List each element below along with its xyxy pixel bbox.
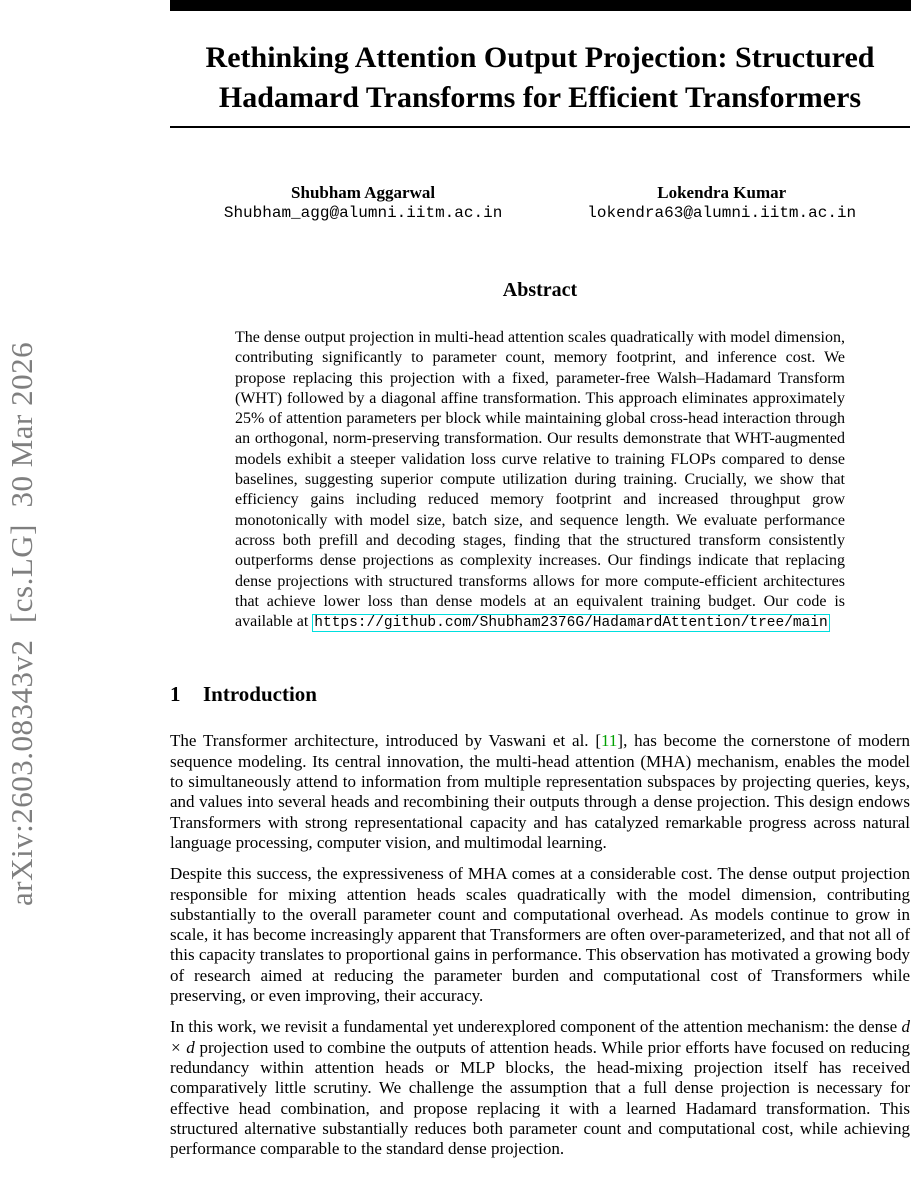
intro-paragraph-3-text-after: projection used to combine the outputs of attention heads. While prior efforts have focused on reducing redundancy within attention heads or MLP blocks, the head-mixing projection itself has received comparatively little scrutiny. We challenge the assumption that a full dense projection is necessary for effective head combination, and propose replacing it with a learned Hadamard transformation. This structured alternative substantially reduces both parameter count and computational cost, while achieving performance comparable to the standard dense projection. bbox=[170, 1037, 910, 1159]
author-2-email: lokendra63@alumni.iitm.ac.in bbox=[587, 204, 857, 222]
abstract-paragraph bbox=[235, 328, 845, 633]
intro-paragraph-2: Despite this success, the expressiveness of MHA comes at a considerable cost. The dense output projection responsible for mixing attention heads scales quadratically with the model dimension, contributing substantially to the overall parameter count and computational overhead. As models continue to grow in scale, it has become increasingly apparent that Transformers are often over-parameterized, and that not all of this capacity translates to proportional gains in performance. This observation has motivated a growing body of research aimed at reducing the parameter burden and computational cost of Transformers while preserving, or even improving, their accuracy. bbox=[170, 864, 910, 1006]
citation-11-link[interactable]: 11 bbox=[601, 731, 618, 751]
arxiv-identifier-stamp: arXiv:2603.08343v2 [cs.LG] 30 Mar 2026 bbox=[4, 341, 39, 906]
authors-block bbox=[170, 182, 910, 224]
inline-math-d-by-d: d × d bbox=[170, 1017, 910, 1057]
author-2 bbox=[587, 182, 856, 224]
section-label: Introduction bbox=[203, 682, 317, 707]
intro-paragraph-1-text-before: The Transformer architecture, introduced by Vaswani et al. [ bbox=[170, 731, 602, 751]
abstract-text: The dense output projection in multi-head attention scales quadratically with model dimension, contributing significantly to parameter count, memory footprint, and inference cost. We propose replacing this projection with a fixed, parameter-free Walsh–Hadamard Transform (WHT) followed by a diagonal affine transformation. This approach eliminates approximately 25% of attention parameters per block while maintaining global cross-head interaction through an orthogonal, norm-preserving transformation. Our results demonstrate that WHT-augmented models exhibit a steeper validation loss curve relative to training FLOPs compared to dense baselines, suggesting superior compute utilization during training. Crucially, we show that efficiency gains including reduced memory footprint and increased throughput grow monotonically with model size, batch size, and sequence length. We evaluate performance across both prefill and decoding stages, finding that the structured transform consistently outperforms dense projections as complexity increases. Our findings indicate that replacing dense projections with structured transforms allows for more compute-efficient architectures that achieve lower loss than dense models at an equivalent training budget. Our code is available at bbox=[235, 329, 845, 631]
intro-paragraph-1 bbox=[170, 731, 910, 853]
intro-paragraph-3-text-before: In this work, we revisit a fundamental yet underexplored component of the attention mechanism: the dense bbox=[170, 1017, 902, 1037]
title-divider-rule bbox=[170, 126, 910, 128]
author-2-name: Lokendra Kumar bbox=[657, 183, 787, 202]
intro-paragraph-3 bbox=[170, 1017, 910, 1159]
intro-paragraph-1-text-after: ], has become the cornerstone of modern sequence modeling. Its central innovation, the multi-head attention (MHA) mechanism, enables the model to simultaneously attend to information from multiple representation subspaces by projecting queries, keys, and values into several heads and recombining their outputs through a dense projection. This design endows Transformers with strong representational capacity and has catalyzed remarkable progress across natural language processing, computer vision, and multimodal learning. bbox=[170, 731, 910, 852]
section-heading-introduction bbox=[170, 681, 910, 707]
abstract-heading: Abstract bbox=[502, 279, 578, 301]
paper-title-line-2: Hadamard Transforms for Efficient Transformers bbox=[218, 81, 862, 114]
author-1-name: Shubham Aggarwal bbox=[291, 183, 436, 202]
author-1 bbox=[224, 182, 502, 224]
paper-title-line-1: Rethinking Attention Output Projection: Structured bbox=[205, 41, 875, 74]
paper-content bbox=[170, 0, 910, 1159]
section-number: 1 bbox=[170, 682, 181, 707]
author-1-email: Shubham_agg@alumni.iitm.ac.in bbox=[223, 204, 503, 222]
github-code-link[interactable]: https://github.com/Shubham2376G/HadamardAttention/tree/main bbox=[314, 615, 828, 632]
paper-title bbox=[170, 38, 910, 118]
